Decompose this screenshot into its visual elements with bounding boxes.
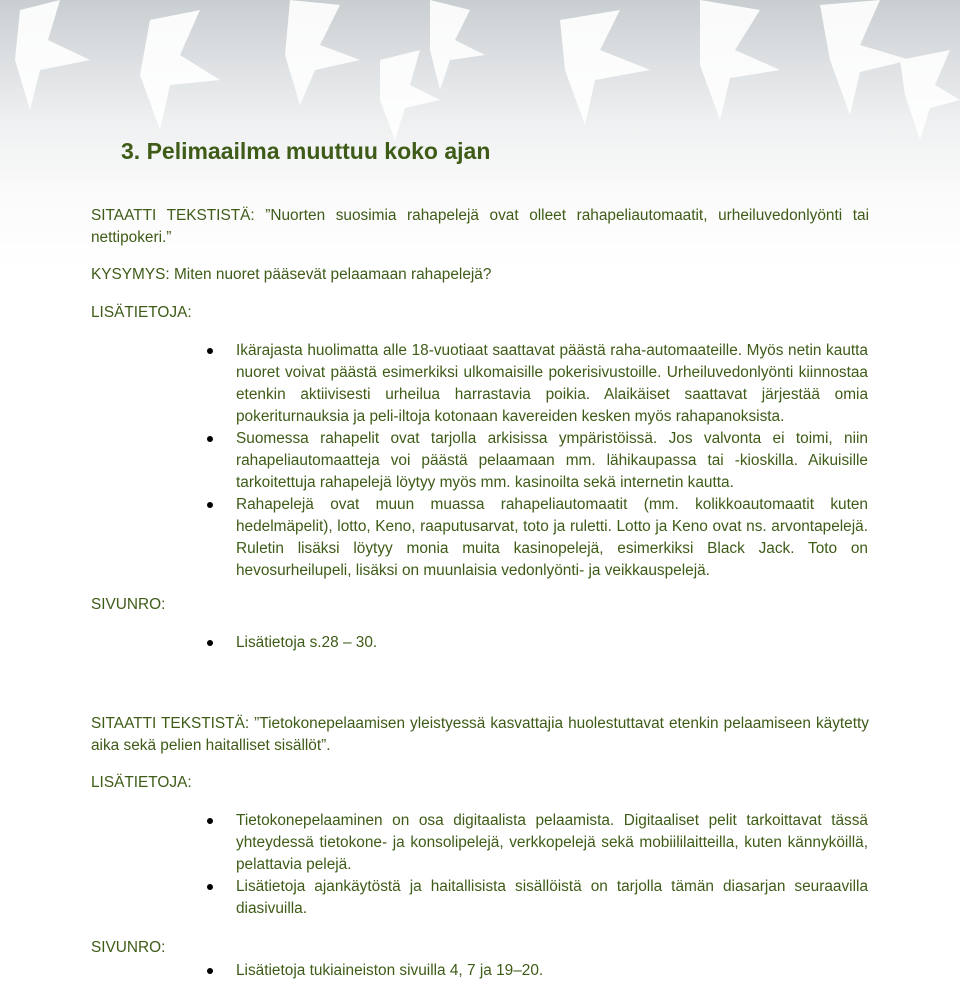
list-item <box>211 810 868 876</box>
list-item-text: Tietokonepelaaminen on osa digitaalista pelaamista. Digitaaliset pelit tarkoittavat tässä yhteydessä tietokone- ja konsolipelejä, verkkopelejä sekä mobiililaitteilla, kuten kännyköillä, pelattavia pelejä. <box>236 812 868 873</box>
list-item-text: Suomessa rahapelit ovat tarjolla arkisissa ympäristöissä. Jos valvonta ei toimi, niin rahapeliautomaatteja voi päästä pelaamaan mm. lähikaupassa tai -kioskilla. Aikuisille tarkoitettuja rahapelejä löytyy myös mm. kasinoilta sekä internetin kautta. <box>236 430 868 491</box>
page-bullet-list-2 <box>211 960 868 982</box>
list-item <box>211 340 868 428</box>
info-bullet-list-2 <box>211 810 868 920</box>
question-tag: KYSYMYS: <box>91 266 170 283</box>
bullet-icon <box>207 818 213 824</box>
list-item <box>211 494 868 582</box>
page-bullet-list-1 <box>211 632 868 654</box>
list-item-text: Lisätietoja ajankäytöstä ja haitallisista sisällöistä on tarjolla tämän diasarjan seuraavilla diasivuilla. <box>236 878 868 917</box>
bullet-icon <box>207 436 213 442</box>
bullet-icon <box>207 502 213 508</box>
bullet-icon <box>207 884 213 890</box>
list-item <box>211 428 868 494</box>
info-bullet-list-1 <box>211 340 868 582</box>
bullet-icon <box>207 348 213 354</box>
section-title: 3. Pelimaailma muuttuu koko ajan <box>121 138 491 164</box>
list-item <box>211 632 868 654</box>
quote-tag: SITAATTI TEKSTISTÄ: <box>91 715 250 732</box>
page-number-label-1: SIVUNRO: <box>91 596 166 613</box>
bullet-icon <box>207 968 213 974</box>
quote-paragraph-2 <box>91 713 869 757</box>
list-item-text: Lisätietoja tukiaineiston sivuilla 4, 7 ja 19–20. <box>236 962 544 979</box>
page-number-label-2: SIVUNRO: <box>91 939 166 956</box>
quote-text: ”Nuorten suosimia rahapelejä ovat olleet rahapeliautomaatit, urheiluvedonlyönti tai nettipokeri.” <box>91 207 869 246</box>
list-item <box>211 876 868 920</box>
list-item-text: Rahapelejä ovat muun muassa rahapeliautomaatit (mm. kolikkoautomaatit kuten hedelmäpelit), lotto, Keno, raaputusarvat, toto ja ruletti. Lotto ja Keno ovat ns. arvontapelejä. Ruletin lisäksi löytyy monia muita kasinopelejä, esimerkiksi Black Jack. Toto on hevosurheilupeli, lisäksi on muunlaisia vedonlyönti- ja veikkauspelejä. <box>236 496 868 579</box>
question-text: Miten nuoret pääsevät pelaamaan rahapelejä? <box>169 266 492 283</box>
bullet-icon <box>207 640 213 646</box>
quote-tag: SITAATTI TEKSTISTÄ: <box>91 207 255 224</box>
question-paragraph <box>91 264 869 286</box>
list-item <box>211 960 868 982</box>
info-label-1: LISÄTIETOJA: <box>91 304 192 321</box>
list-item-text: Ikärajasta huolimatta alle 18-vuotiaat saattavat päästä raha-automaateille. Myös netin kautta nuoret voivat päästä esimerkiksi ulkomaisille pokerisivustoille. Urheiluvedonlyönti kiinnostaa etenkin aktiivisesti urheilua harrastavia poikia. Alaikäiset saattavat järjestää omia pokeriturnauksia ja peli-iltoja kotonaan kavereiden kesken myös rahapanoksista. <box>236 342 868 425</box>
quote-text: ”Tietokonepelaamisen yleistyessä kasvattajia huolestuttavat etenkin pelaamiseen käytetty aika sekä pelien haitalliset sisällöt”. <box>91 715 869 754</box>
quote-paragraph-1 <box>91 205 869 249</box>
list-item-text: Lisätietoja s.28 – 30. <box>236 634 378 651</box>
info-label-2: LISÄTIETOJA: <box>91 774 192 791</box>
